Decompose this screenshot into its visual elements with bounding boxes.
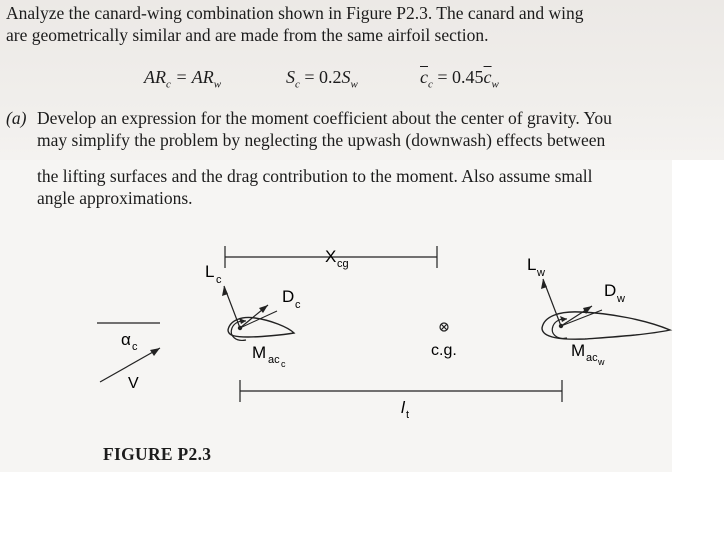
svg-text:c: c [132, 341, 138, 353]
equation-chord: $\overline{c}_c = 0.45\overline{c}_w$ [420, 67, 499, 91]
svg-text:M: M [252, 343, 267, 362]
part-a-line-3: the lifting surfaces and the drag contribution to the moment. Also assume small [37, 166, 593, 186]
wing-lift-label [527, 255, 545, 279]
lt-label [401, 398, 409, 421]
svg-text:ac: ac [586, 352, 598, 364]
canard-drag-label [282, 287, 301, 311]
svg-text:c: c [295, 299, 301, 311]
part-a-line-1: Develop an expression for the moment coefficient about the center of gravity. You [37, 108, 612, 128]
svg-text:α: α [121, 330, 131, 349]
svg-text:l: l [401, 398, 405, 417]
svg-text:c: c [216, 274, 222, 286]
svg-text:w: w [537, 267, 545, 279]
velocity-label: V [128, 375, 139, 392]
svg-text:M: M [571, 341, 586, 360]
cg-symbol [440, 323, 448, 331]
cg-label: c.g. [431, 342, 457, 359]
svg-text:w: w [598, 357, 605, 367]
svg-text:t: t [406, 409, 410, 421]
equation-aspect-ratio: $AR_c = AR_w$ [144, 67, 222, 91]
figure-caption: FIGURE P2.3 [103, 444, 212, 464]
part-a-line-4: angle approximations. [37, 188, 193, 208]
svg-text:L: L [527, 255, 537, 274]
equation-area: $S_c = 0.2S_w$ [286, 67, 358, 91]
x-cg-label [325, 247, 349, 270]
canard-airfoil [228, 318, 294, 338]
intro-line-2: are geometrically similar and are made from the same airfoil section. [6, 25, 489, 45]
svg-text:D: D [282, 287, 295, 306]
svg-text:ac: ac [268, 354, 280, 366]
svg-text:X: X [325, 247, 337, 266]
svg-text:cg: cg [337, 258, 349, 270]
wing-drag-label [604, 281, 625, 305]
svg-text:w: w [617, 293, 625, 305]
svg-text:c: c [281, 359, 286, 369]
canard-moment-label [252, 343, 286, 369]
alpha-label [121, 330, 138, 353]
part-a-label: (a) [6, 108, 27, 128]
wing-moment-label [571, 341, 605, 367]
svg-text:D: D [604, 281, 617, 300]
part-a-line-2: may simplify the problem by neglecting the upwash (downwash) effects between [37, 130, 606, 150]
intro-line-1: Analyze the canard-wing combination shown in Figure P2.3. The canard and wing [6, 3, 584, 23]
canard-lift-label [205, 262, 222, 286]
svg-text:L: L [205, 262, 215, 281]
